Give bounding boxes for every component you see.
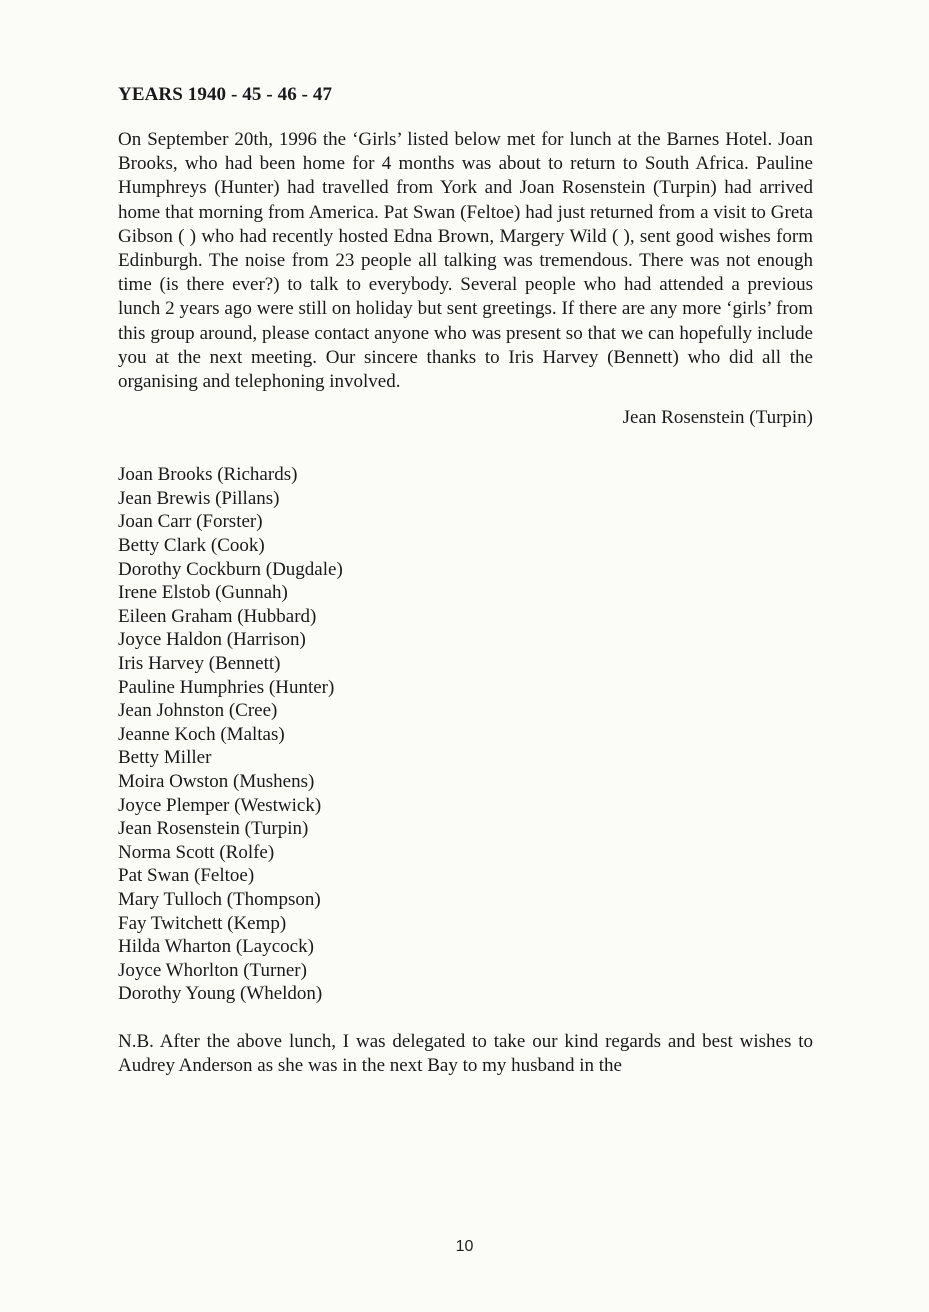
body-paragraph: On September 20th, 1996 the ‘Girls’ listed below met for lunch at the Barnes Hotel. Joan Brooks, who had been home for 4 months was about to return to South Africa. Pauline Humphreys (Hunter) had travelled from York and Joan Rosenstein (Turpin) had arrived home that morning from America. Pat Swan (Feltoe) had just returned from a visit to Greta Gibson ( ) who had recently hosted Edna Brown, Margery Wild ( ), sent good wishes form Edinburgh. The noise from 23 people all talking was tremendous. There was not enough time (is there ever?) to talk to everybody. Several people who had attended a previous lunch 2 years ago were still on holiday but sent greetings. If there are any more ‘girls’ from this group around, please contact anyone who was present so that we can hopefully include you at the next meeting. Our sincere thanks to Iris Harvey (Bennett) who did all the organising and telephoning involved.: [118, 129, 813, 393]
attendee-name: Pauline Humphries (Hunter): [118, 676, 335, 698]
document-page: [118, 84, 813, 1078]
attendee-name: Eileen Graham (Hubbard): [118, 605, 317, 627]
attendee-name: Irene Elstob (Gunnah): [118, 582, 288, 604]
attendee-name: Jean Brewis (Pillans): [118, 487, 280, 509]
attendee-name: Joan Carr (Forster): [118, 511, 263, 533]
attendee-name: Moira Owston (Mushens): [118, 770, 315, 792]
attendee-name: Jean Johnston (Cree): [118, 700, 278, 722]
attendee-name: Fay Twitchett (Kemp): [118, 912, 287, 934]
attendee-name: Pat Swan (Feltoe): [118, 865, 255, 887]
attendee-name: Jean Rosenstein (Turpin): [118, 818, 309, 840]
attendee-name: Dorothy Young (Wheldon): [118, 983, 323, 1005]
attendee-name: Joyce Plemper (Westwick): [118, 794, 322, 816]
attendee-name: Mary Tulloch (Thompson): [118, 888, 321, 910]
attendee-list: [118, 463, 813, 1006]
attendee-name: Jeanne Koch (Maltas): [118, 723, 285, 745]
attendee-name: Dorothy Cockburn (Dugdale): [118, 558, 343, 580]
page-heading: YEARS 1940 - 45 - 46 - 47: [118, 84, 333, 105]
attendee-name: Norma Scott (Rolfe): [118, 841, 275, 863]
attendee-name: Joan Brooks (Richards): [118, 464, 298, 486]
page-number: 10: [455, 1238, 474, 1255]
signature: Jean Rosenstein (Turpin): [622, 407, 813, 429]
attendee-name: Joyce Haldon (Harrison): [118, 629, 306, 651]
attendee-name: Betty Clark (Cook): [118, 535, 265, 557]
attendee-name: Hilda Wharton (Laycock): [118, 936, 314, 958]
attendee-name: Joyce Whorlton (Turner): [118, 959, 307, 981]
nb-paragraph: N.B. After the above lunch, I was delegated to take our kind regards and best wishes to Audrey Anderson as she was in the next Bay to my husband in the: [118, 1030, 813, 1076]
attendee-name: Betty Miller: [118, 747, 212, 769]
attendee-name: Iris Harvey (Bennett): [118, 652, 281, 674]
